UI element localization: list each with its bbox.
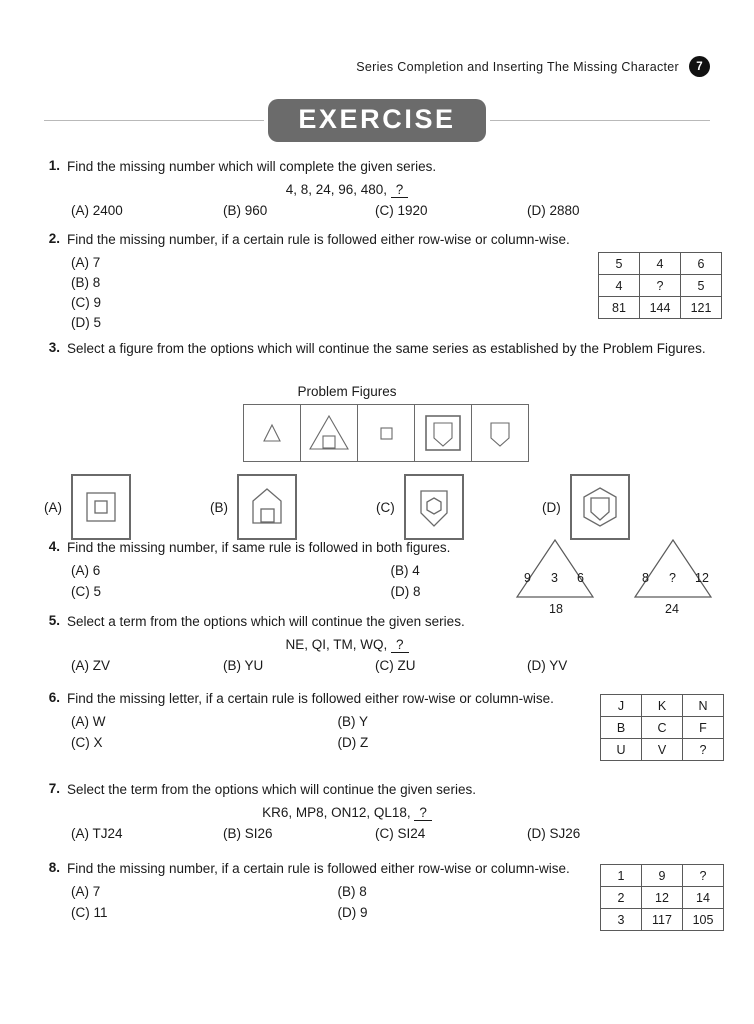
option-b-value: YU <box>244 657 264 673</box>
option-d-value: 5 <box>93 315 102 331</box>
question-4-text: Find the missing number, if same rule is followed in both figures. <box>67 540 451 555</box>
question-1-heading <box>44 158 710 177</box>
option-b-key: (B) <box>223 825 241 841</box>
question-3-text: Select a figure from the options which will continue the same series as established by the Problem Figures. <box>67 341 706 356</box>
option-b-value: 8 <box>92 274 101 290</box>
problem-figures-label: Problem Figures <box>297 384 397 399</box>
question-4 <box>44 539 710 602</box>
matrix-cell: 4 <box>640 253 681 275</box>
table-row <box>601 717 724 739</box>
option-c-figure <box>404 474 464 540</box>
option-b-key: (B) <box>337 883 356 899</box>
question-3-option-a[interactable] <box>44 474 210 540</box>
option-c-key: (C) <box>71 295 90 311</box>
question-2-number: 2. <box>48 231 60 246</box>
page-header <box>356 56 710 77</box>
question-1-text: Find the missing number which will complete the given series. <box>67 159 437 174</box>
matrix-cell: 3 <box>601 909 642 931</box>
option-a-key: (A) <box>71 254 89 270</box>
matrix-cell: K <box>642 695 683 717</box>
option-a-key: (A) <box>44 499 62 515</box>
problem-figure-2 <box>301 405 358 461</box>
triangle-2-right-value: 12 <box>695 571 709 585</box>
option-c-key: (C) <box>71 904 90 920</box>
question-8-option-c[interactable] <box>71 903 338 924</box>
matrix-cell: 144 <box>640 297 681 319</box>
option-b-key: (B) <box>223 202 241 218</box>
question-5-text: Select a term from the options which will continue the given series. <box>67 614 465 629</box>
question-5-series-prefix: NE, QI, TM, WQ, <box>285 636 388 652</box>
option-d-value: 8 <box>413 583 421 599</box>
triangle-with-square-icon <box>306 410 352 456</box>
option-d-key: (D) <box>527 657 546 673</box>
question-1-option-a[interactable] <box>71 203 223 218</box>
option-b-value: Y <box>359 713 369 729</box>
question-6-options <box>44 712 604 754</box>
question-2-heading <box>44 231 710 250</box>
question-8-heading <box>44 860 604 879</box>
matrix-cell: J <box>601 695 642 717</box>
question-8-option-a[interactable] <box>71 882 338 903</box>
option-b-key: (B) <box>223 657 241 673</box>
question-1-series <box>44 182 710 197</box>
question-8-options-row-2 <box>71 903 604 924</box>
question-6-text: Find the missing letter, if a certain rule is followed either row-wise or column-wise. <box>67 691 554 706</box>
question-1-series-blank: ? <box>391 182 409 198</box>
table-row <box>599 275 722 297</box>
question-5 <box>44 613 710 673</box>
option-a-key: (A) <box>71 883 89 899</box>
question-1-option-b[interactable] <box>223 203 375 218</box>
option-d-key: (D) <box>542 499 561 515</box>
square-in-square-icon <box>79 482 123 532</box>
matrix-cell: 81 <box>599 297 640 319</box>
option-a-value: 6 <box>92 562 101 578</box>
triangle-figure-1-icon <box>510 534 608 620</box>
question-8-option-b[interactable] <box>338 882 605 903</box>
question-3-option-d[interactable] <box>542 474 708 540</box>
question-1 <box>44 158 710 218</box>
option-c-value: 9 <box>93 295 102 311</box>
option-c-value: 5 <box>93 583 102 599</box>
question-4-options <box>44 561 710 603</box>
shield-with-hexagon-icon <box>412 482 456 532</box>
option-c-key: (C) <box>376 499 395 515</box>
question-5-series-blank: ? <box>391 637 409 653</box>
option-d-value: YV <box>549 657 568 673</box>
matrix-cell: C <box>642 717 683 739</box>
option-d-key: (D) <box>527 825 546 841</box>
question-7-series <box>44 805 710 820</box>
option-c-value: SI24 <box>397 825 426 841</box>
question-8-options <box>44 882 604 924</box>
matrix-cell: 5 <box>599 253 640 275</box>
question-5-option-b[interactable] <box>223 658 375 673</box>
problem-figure-1 <box>244 405 301 461</box>
page-number-badge: 7 <box>689 56 710 77</box>
option-d-value: 2880 <box>549 202 580 218</box>
option-c-key: (C) <box>71 734 90 750</box>
option-b-value: 960 <box>244 202 268 218</box>
square-with-shield-icon <box>420 410 466 456</box>
question-4-options-row-1 <box>71 561 710 582</box>
option-c-value: ZU <box>397 657 416 673</box>
option-a-value: W <box>92 713 106 729</box>
table-row <box>601 865 724 887</box>
triangle-1-right-value: 6 <box>577 571 584 585</box>
question-3-option-b[interactable] <box>210 474 376 540</box>
exercise-banner-label: EXERCISE <box>268 99 485 142</box>
matrix-cell: 12 <box>642 887 683 909</box>
matrix-cell: 105 <box>683 909 724 931</box>
matrix-cell: 2 <box>601 887 642 909</box>
option-d-value: SJ26 <box>549 825 581 841</box>
option-d-key: (D) <box>71 315 90 331</box>
matrix-cell: U <box>601 739 642 761</box>
question-2-text: Find the missing number, if a certain rule is followed either row-wise or column-wise. <box>67 232 570 247</box>
option-c-key: (C) <box>375 657 394 673</box>
question-4-heading <box>44 539 710 558</box>
option-a-value: 2400 <box>92 202 123 218</box>
question-5-option-c[interactable] <box>375 658 527 673</box>
question-6-heading <box>44 690 604 709</box>
option-d-key: (D) <box>390 583 410 599</box>
question-6-options-row-1 <box>71 712 604 733</box>
page-title: Series Completion and Inserting The Missing Character <box>356 59 679 74</box>
option-c-key: (C) <box>375 202 394 218</box>
matrix-cell: F <box>683 717 724 739</box>
option-b-figure <box>237 474 297 540</box>
option-a-figure <box>71 474 131 540</box>
matrix-cell: 6 <box>681 253 722 275</box>
option-c-value: X <box>93 734 103 750</box>
question-7 <box>44 781 710 841</box>
question-6-option-b[interactable] <box>338 712 605 733</box>
option-a-value: TJ24 <box>92 825 123 841</box>
question-7-option-a[interactable] <box>71 826 223 841</box>
question-5-option-d[interactable] <box>527 658 679 673</box>
option-d-key: (D) <box>337 904 357 920</box>
question-1-options <box>44 203 710 218</box>
question-1-option-d[interactable] <box>527 203 679 218</box>
problem-figures-box <box>243 404 529 462</box>
problem-figure-4 <box>415 405 472 461</box>
small-triangle-icon <box>252 413 292 453</box>
table-row <box>599 297 722 319</box>
question-4-triangle-1 <box>510 534 608 620</box>
question-5-heading <box>44 613 710 632</box>
option-c-key: (C) <box>375 825 394 841</box>
triangle-2-bottom-value: 24 <box>665 602 679 616</box>
option-c-value: 11 <box>93 904 108 920</box>
question-4-option-c[interactable] <box>71 582 391 603</box>
option-b-key: (B) <box>210 499 228 515</box>
option-a-value: 7 <box>92 254 101 270</box>
table-row <box>599 253 722 275</box>
table-row <box>601 695 724 717</box>
banner-rule-left <box>44 120 264 121</box>
matrix-cell: 14 <box>683 887 724 909</box>
triangle-1-center-value: 3 <box>551 571 558 585</box>
shield-icon <box>480 413 520 453</box>
triangle-1-left-value: 9 <box>524 571 531 585</box>
question-6-option-a[interactable] <box>71 712 338 733</box>
question-6-matrix <box>600 694 724 761</box>
question-7-number: 7. <box>48 781 60 796</box>
table-row <box>601 909 724 931</box>
option-a-key: (A) <box>71 713 89 729</box>
question-1-number: 1. <box>48 158 60 173</box>
option-b-value: SI26 <box>244 825 273 841</box>
question-6-number: 6. <box>48 690 60 705</box>
question-1-option-c[interactable] <box>375 203 527 218</box>
question-8-text: Find the missing number, if a certain rule is followed either row-wise or column-wise. <box>67 861 570 876</box>
question-7-option-d[interactable] <box>527 826 679 841</box>
option-a-key: (A) <box>71 657 89 673</box>
question-7-heading <box>44 781 710 800</box>
problem-figure-5 <box>472 405 528 461</box>
matrix-cell: 4 <box>599 275 640 297</box>
option-b-key: (B) <box>390 562 409 578</box>
option-a-key: (A) <box>71 202 89 218</box>
triangle-2-center-value: ? <box>669 571 676 585</box>
banner-rule-right <box>490 120 710 121</box>
question-8-number: 8. <box>48 860 60 875</box>
option-b-key: (B) <box>71 274 89 290</box>
question-5-number: 5. <box>48 613 60 628</box>
matrix-cell: V <box>642 739 683 761</box>
question-7-text: Select the term from the options which will continue the given series. <box>67 782 476 797</box>
option-d-value: Z <box>360 734 369 750</box>
option-b-key: (B) <box>337 713 356 729</box>
pentagon-house-with-square-icon <box>245 482 289 532</box>
question-8-option-d[interactable] <box>338 903 605 924</box>
question-6 <box>44 690 604 753</box>
question-3-heading <box>44 340 710 359</box>
question-5-options <box>44 658 710 673</box>
exercise-banner <box>44 98 710 142</box>
question-1-series-prefix: 4, 8, 24, 96, 480, <box>285 181 388 197</box>
question-4-triangle-2 <box>628 534 730 620</box>
matrix-cell: B <box>601 717 642 739</box>
question-7-series-prefix: KR6, MP8, ON12, QL18, <box>262 804 411 820</box>
problem-figure-3 <box>358 405 415 461</box>
option-d-figure <box>570 474 630 540</box>
question-5-series <box>44 637 710 652</box>
question-4-number: 4. <box>48 539 60 554</box>
matrix-cell: ? <box>640 275 681 297</box>
option-a-key: (A) <box>71 562 89 578</box>
matrix-cell: 117 <box>642 909 683 931</box>
option-c-key: (C) <box>71 583 90 599</box>
triangle-1-bottom-value: 18 <box>549 602 563 616</box>
option-d-key: (D) <box>527 202 546 218</box>
question-7-option-c[interactable] <box>375 826 527 841</box>
option-b-value: 4 <box>412 562 420 578</box>
question-3 <box>44 340 710 359</box>
question-7-options <box>44 826 710 841</box>
question-6-option-d[interactable] <box>338 733 605 754</box>
matrix-cell: N <box>683 695 724 717</box>
triangle-figure-2-icon <box>628 534 730 620</box>
matrix-cell: 9 <box>642 865 683 887</box>
matrix-cell: 1 <box>601 865 642 887</box>
question-3-option-c[interactable] <box>376 474 542 540</box>
question-5-option-a[interactable] <box>71 658 223 673</box>
small-square-icon <box>371 418 401 448</box>
question-4-options-row-2 <box>71 582 710 603</box>
question-6-options-row-2 <box>71 733 604 754</box>
matrix-cell: ? <box>683 739 724 761</box>
option-d-key: (D) <box>337 734 357 750</box>
question-8-matrix <box>600 864 724 931</box>
option-a-key: (A) <box>71 825 89 841</box>
option-a-value: ZV <box>92 657 111 673</box>
question-8 <box>44 860 604 923</box>
question-6-option-c[interactable] <box>71 733 338 754</box>
question-7-series-blank: ? <box>414 805 432 821</box>
question-3-number: 3. <box>48 340 60 355</box>
question-8-options-row-1 <box>71 882 604 903</box>
triangle-2-left-value: 8 <box>642 571 649 585</box>
table-row <box>601 739 724 761</box>
question-7-option-b[interactable] <box>223 826 375 841</box>
option-b-value: 8 <box>359 883 367 899</box>
matrix-cell: 121 <box>681 297 722 319</box>
question-4-option-a[interactable] <box>71 561 391 582</box>
option-a-value: 7 <box>92 883 101 899</box>
question-2-matrix <box>598 252 722 319</box>
option-c-value: 1920 <box>397 202 428 218</box>
matrix-cell: ? <box>683 865 724 887</box>
question-3-figure-options <box>44 474 710 540</box>
table-row <box>601 887 724 909</box>
option-d-value: 9 <box>360 904 368 920</box>
matrix-cell: 5 <box>681 275 722 297</box>
hexagon-with-shield-icon <box>577 482 623 532</box>
